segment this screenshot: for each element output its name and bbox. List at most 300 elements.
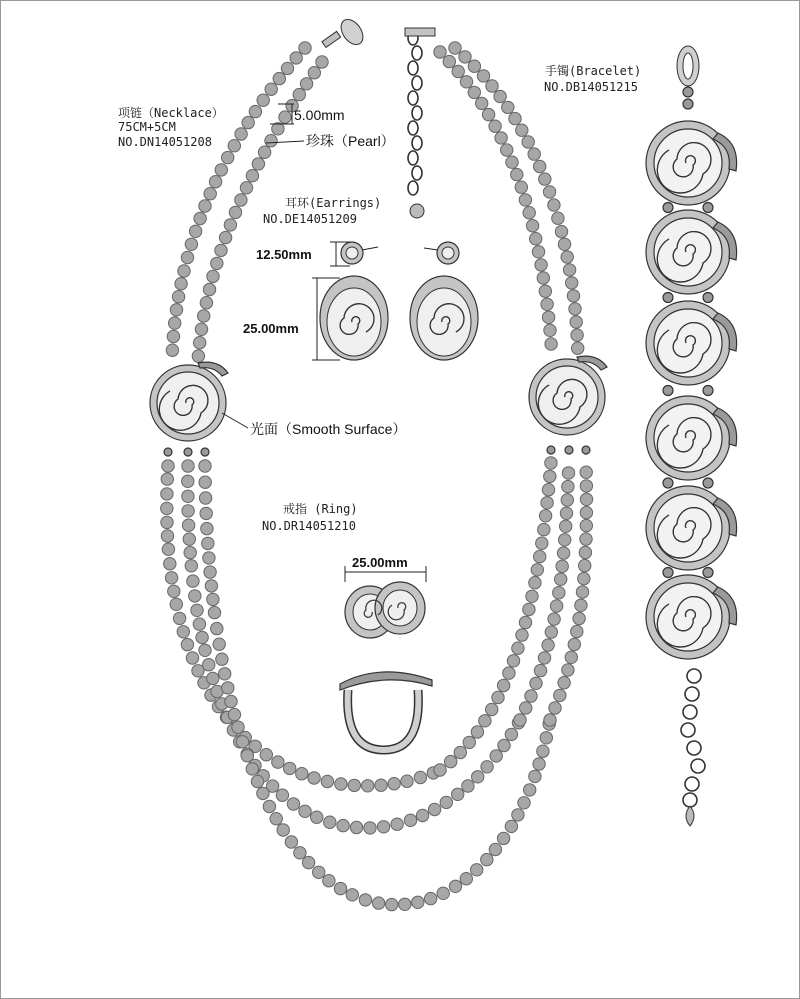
pearl-bead: [537, 745, 549, 757]
pearl-bead: [372, 897, 384, 909]
pearl-bead: [573, 612, 585, 624]
pearl-bead: [375, 779, 387, 791]
pearl-bead: [580, 480, 592, 492]
pearl-bead: [559, 534, 571, 546]
pearl-bead: [472, 771, 484, 783]
pearl-bead: [321, 775, 333, 787]
pearl-bead: [567, 290, 579, 302]
pearl-bead: [515, 181, 527, 193]
pearl-bead: [219, 231, 231, 243]
bracelet-swirl-link: [646, 301, 737, 385]
pearl-bead: [477, 70, 489, 82]
pearl-bead: [208, 606, 220, 618]
pearl-bead: [249, 105, 261, 117]
pearl-bead: [241, 750, 253, 762]
earrings-code: NO.DE14051209: [263, 212, 357, 226]
pearl-bead: [232, 721, 244, 733]
pearl-bead: [216, 653, 228, 665]
pearl-bead: [203, 659, 215, 671]
pearl-bead: [550, 600, 562, 612]
pearl-bead: [173, 612, 185, 624]
pearl-bead: [530, 677, 542, 689]
pearl-bead: [177, 626, 189, 638]
pearl-bead: [335, 778, 347, 790]
pearl-bead: [334, 882, 346, 894]
pearl-bead: [542, 639, 554, 651]
pearl-bead: [302, 856, 314, 868]
bead-size-label: 5.00mm: [294, 107, 345, 123]
earring-right: [410, 242, 478, 360]
pearl-bead: [523, 207, 535, 219]
pearl-bead: [562, 664, 574, 676]
pearl-bead: [193, 618, 205, 630]
pearl-label: 珍珠（Pearl）: [306, 133, 395, 149]
pearl-bead: [460, 873, 472, 885]
pearl-bead: [459, 51, 471, 63]
pearl-bead: [265, 135, 277, 147]
pearl-bead: [388, 778, 400, 790]
pearl-bead: [535, 259, 547, 271]
pearl-bead: [257, 787, 269, 799]
pearl-bead: [580, 506, 592, 518]
pearl-bead: [536, 537, 548, 549]
pearl-bead: [549, 702, 561, 714]
pearl-bead: [529, 770, 541, 782]
earrings-title: 耳环(Earrings): [285, 196, 382, 210]
pearl-bead: [512, 642, 524, 654]
pearl-bead: [545, 338, 557, 350]
pearl-bead: [548, 199, 560, 211]
pearl-bead: [182, 519, 194, 531]
pearl-bead: [454, 746, 466, 758]
pearl-bead: [425, 892, 437, 904]
pearl-bead: [186, 652, 198, 664]
pearl-bead: [538, 652, 550, 664]
earring-top-dim: 12.50mm: [256, 247, 312, 262]
pearl-bead: [161, 530, 173, 542]
pearl-bead: [507, 655, 519, 667]
pearl-bead: [195, 323, 207, 335]
pearl-bead: [161, 502, 173, 514]
pearl-bead: [537, 272, 549, 284]
pearl-bead: [246, 170, 258, 182]
pearl-bead: [463, 736, 475, 748]
pearl-bead: [560, 507, 572, 519]
pearl-bead: [519, 616, 531, 628]
pearl-bead: [192, 350, 204, 362]
pearl-bead: [229, 206, 241, 218]
pearl-bead: [548, 613, 560, 625]
necklace-extender-chain: [405, 28, 435, 218]
pearl-bead: [182, 505, 194, 517]
pearl-bead: [486, 80, 498, 92]
pearl-bead: [519, 194, 531, 206]
pearl-bead: [203, 283, 215, 295]
pearl-bead: [440, 796, 452, 808]
pearl-bead: [555, 225, 567, 237]
pearl-bead: [235, 194, 247, 206]
pearl-bead: [258, 146, 270, 158]
earring-left: [320, 242, 388, 360]
bracelet-swirl-links: [646, 121, 737, 659]
pearl-bead: [471, 726, 483, 738]
pearl-bead: [290, 52, 302, 64]
pearl-bead: [224, 219, 236, 231]
pearl-bead: [181, 251, 193, 263]
pearl-bead: [284, 762, 296, 774]
pearl-bead: [437, 887, 449, 899]
pearl-bead: [207, 593, 219, 605]
pearl-bead: [434, 764, 446, 776]
bracelet-extender-chain: [681, 669, 705, 826]
pearl-bead: [299, 805, 311, 817]
pearl-bead: [512, 809, 524, 821]
surface-note: 光面（Smooth Surface）: [250, 421, 407, 437]
pearl-bead: [526, 590, 538, 602]
pearl-bead: [524, 784, 536, 796]
pearl-bead: [539, 173, 551, 185]
pearl-bead: [391, 818, 403, 830]
pearl-bead: [175, 278, 187, 290]
pearl-bead: [222, 682, 234, 694]
pearl-bead: [189, 590, 201, 602]
pearl-bead: [576, 586, 588, 598]
pearl-bead: [203, 552, 215, 564]
pearl-bead: [199, 492, 211, 504]
pearl-bead: [202, 537, 214, 549]
pearl-bead: [182, 460, 194, 472]
pearl-bead: [534, 664, 546, 676]
pearl-bead: [530, 233, 542, 245]
pearl-bead: [579, 546, 591, 558]
pearl-bead: [194, 212, 206, 224]
pearl-bead: [531, 564, 543, 576]
pearl-bead: [166, 344, 178, 356]
pearl-bead: [569, 303, 581, 315]
pearl-bead: [215, 244, 227, 256]
pearl-bead: [287, 798, 299, 810]
pearl-bead: [552, 212, 564, 224]
pearl-bead: [489, 843, 501, 855]
pearl-bead: [168, 585, 180, 597]
necklace-pearl-strands: [161, 42, 593, 911]
pearl-bead: [308, 772, 320, 784]
pearl-bead: [204, 566, 216, 578]
pearl-bead: [539, 510, 551, 522]
pearl-bead: [579, 559, 591, 571]
pearl-bead: [162, 460, 174, 472]
bracelet-swirl-link: [646, 210, 737, 294]
pearl-bead: [522, 136, 534, 148]
pearl-bead: [204, 188, 216, 200]
pearl-bead: [516, 629, 528, 641]
pearl-bead: [323, 875, 335, 887]
pearl-bead: [572, 342, 584, 354]
pearl-bead: [553, 587, 565, 599]
necklace-swirl-connector-right: [529, 356, 607, 454]
pearl-bead: [490, 750, 502, 762]
pearl-bead: [240, 182, 252, 194]
pearl-bead: [263, 800, 275, 812]
pearl-bead: [562, 467, 574, 479]
pearl-bead: [492, 691, 504, 703]
pearl-bead: [293, 88, 305, 100]
pearl-bead: [337, 819, 349, 831]
pearl-bead: [285, 836, 297, 848]
pearl-bead: [191, 604, 203, 616]
pearl-bead: [560, 520, 572, 532]
pearl-bead: [498, 739, 510, 751]
ring-code: NO.DR14051210: [262, 519, 356, 533]
pearl-bead: [580, 519, 592, 531]
pearl-bead: [542, 311, 554, 323]
pearl-bead: [428, 803, 440, 815]
pearl-bead: [568, 638, 580, 650]
pearl-bead: [228, 140, 240, 152]
pearl-bead: [544, 714, 556, 726]
pearl-bead: [170, 304, 182, 316]
pearl-bead: [252, 158, 264, 170]
pearl-bead: [300, 78, 312, 90]
pearl-bead: [257, 94, 269, 106]
pearl-bead: [452, 788, 464, 800]
pearl-bead: [165, 572, 177, 584]
pearl-bead: [561, 494, 573, 506]
pearl-bead: [167, 330, 179, 342]
pearl-bead: [571, 625, 583, 637]
ring-width-dim: 25.00mm: [352, 555, 408, 570]
pearl-bead: [386, 898, 398, 910]
pearl-bead: [311, 811, 323, 823]
pearl-bead: [516, 124, 528, 136]
ring-side-view: [340, 672, 432, 750]
pearl-bead: [544, 470, 556, 482]
pearl-bead: [526, 220, 538, 232]
pearl-bead: [189, 225, 201, 237]
pearl-bead: [316, 56, 328, 68]
pearl-bead: [497, 832, 509, 844]
pearl-bead: [296, 768, 308, 780]
pearl-bead: [200, 297, 212, 309]
pearl-bead: [235, 128, 247, 140]
pearl-bead: [170, 598, 182, 610]
pearl-bead: [471, 864, 483, 876]
bracelet-code: NO.DB14051215: [544, 80, 638, 94]
pearl-bead: [571, 329, 583, 341]
pearl-bead: [520, 702, 532, 714]
pearl-bead: [196, 631, 208, 643]
pearl-bead: [532, 246, 544, 258]
pearl-bead: [468, 86, 480, 98]
pearl-bead: [528, 148, 540, 160]
necklace-title: 项链（Necklace）: [118, 106, 224, 120]
pearl-bead: [449, 880, 461, 892]
pearl-bead: [509, 112, 521, 124]
pearl-bead: [570, 316, 582, 328]
pearl-bead: [228, 708, 240, 720]
necklace-size: 75CM+5CM: [118, 120, 176, 134]
pearl-bead: [545, 457, 557, 469]
pearl-bead: [489, 120, 501, 132]
pearl-bead: [481, 761, 493, 773]
pearl-bead: [185, 560, 197, 572]
pearl-bead: [183, 533, 195, 545]
earring-drop-dim: 25.00mm: [243, 321, 299, 336]
pearl-bead: [199, 460, 211, 472]
pearl-bead: [194, 337, 206, 349]
pearl-bead: [505, 728, 517, 740]
bracelet-swirl-link: [646, 121, 737, 205]
pearl-bead: [225, 695, 237, 707]
bracelet-title: 手镯(Bracelet): [545, 64, 642, 78]
pearl-bead: [540, 732, 552, 744]
pearl-bead: [468, 60, 480, 72]
pearl-bead: [211, 622, 223, 634]
surface-leader-line: [222, 413, 248, 428]
pearl-bead: [558, 238, 570, 250]
pearl-bead: [346, 889, 358, 901]
pearl-bead: [207, 270, 219, 282]
pearl-bead: [486, 703, 498, 715]
pearl-bead: [566, 277, 578, 289]
necklace-swirl-connector-left: [150, 362, 228, 456]
pearl-bead: [199, 200, 211, 212]
pearl-bead: [279, 111, 291, 123]
pearl-bead: [169, 317, 181, 329]
pearl-bead: [182, 475, 194, 487]
pearl-bead: [199, 476, 211, 488]
pearl-bead: [542, 484, 554, 496]
pearl-bead: [222, 151, 234, 163]
pearl-bead: [558, 677, 570, 689]
pearl-bead: [364, 822, 376, 834]
ring-top-view: [345, 582, 425, 638]
pearl-bead: [479, 715, 491, 727]
pearl-bead: [161, 516, 173, 528]
pearl-bead: [276, 789, 288, 801]
pearl-bead: [434, 46, 446, 58]
pearl-bead: [495, 132, 507, 144]
pearl-bead: [215, 164, 227, 176]
pearl-bead: [534, 550, 546, 562]
pearl-bead: [377, 821, 389, 833]
pearl-bead: [523, 603, 535, 615]
pearl-bead: [211, 257, 223, 269]
pearl-bead: [205, 580, 217, 592]
pearl-bead: [460, 76, 472, 88]
ring-title: 戒指 (Ring): [283, 502, 358, 516]
pearl-bead: [162, 543, 174, 555]
pearl-bead: [299, 42, 311, 54]
bracelet-swirl-link: [646, 575, 737, 659]
pearl-bead: [497, 679, 509, 691]
pearl-bead: [198, 310, 210, 322]
pearl-bead: [511, 168, 523, 180]
pearl-bead: [277, 824, 289, 836]
necklace-lobster-clasp: [322, 15, 367, 48]
pearl-bead: [544, 324, 556, 336]
pearl-bead: [539, 285, 551, 297]
pearl-bead: [359, 894, 371, 906]
pearl-bead: [399, 898, 411, 910]
bracelet-swirl-link: [646, 396, 737, 480]
pearl-bead: [209, 176, 221, 188]
pearl-bead: [580, 533, 592, 545]
pearl-bead: [161, 473, 173, 485]
pearl-bead: [178, 265, 190, 277]
pearl-bead: [213, 638, 225, 650]
pearl-bead: [494, 90, 506, 102]
pearl-bead: [554, 689, 566, 701]
pearl-bead: [503, 667, 515, 679]
pearl-bead: [270, 813, 282, 825]
pearl-bead: [182, 490, 194, 502]
pearl-bead: [555, 573, 567, 585]
pearl-bead: [281, 62, 293, 74]
pearl-bead: [348, 779, 360, 791]
pearl-bead: [525, 690, 537, 702]
pearl-bead: [265, 83, 277, 95]
pearl-bead: [514, 714, 526, 726]
pearl-bead: [482, 108, 494, 120]
pearl-bead: [416, 809, 428, 821]
pearl-bead: [534, 160, 546, 172]
pearl-bead: [443, 55, 455, 67]
pearl-bead: [273, 72, 285, 84]
pearl-bead: [184, 546, 196, 558]
pearl-bead: [543, 186, 555, 198]
pearl-bead: [200, 507, 212, 519]
pearl-bead: [580, 466, 592, 478]
pearl-bead: [350, 821, 362, 833]
pearl-bead: [506, 156, 518, 168]
pearl-bead: [242, 116, 254, 128]
pearl-bead: [533, 758, 545, 770]
pearl-bead: [308, 67, 320, 79]
pearl-bead: [562, 480, 574, 492]
pearl-bead: [518, 797, 530, 809]
pearl-bead: [207, 672, 219, 684]
pearl-bead: [575, 599, 587, 611]
bracelet-swirl-link: [646, 486, 737, 570]
pearl-bead: [505, 820, 517, 832]
pearl-bead: [561, 251, 573, 263]
pearl-bead: [185, 238, 197, 250]
pearl-bead: [481, 853, 493, 865]
necklace-code: NO.DN14051208: [118, 135, 212, 149]
pearl-bead: [313, 866, 325, 878]
pearl-bead: [580, 493, 592, 505]
pearl-bead: [414, 771, 426, 783]
pearl-bead: [172, 291, 184, 303]
pearl-bead: [246, 763, 258, 775]
pearl-bead: [502, 101, 514, 113]
pearl-bead: [187, 575, 199, 587]
bracelet-lobster-clasp: [677, 46, 699, 109]
pearl-bead: [501, 144, 513, 156]
pearl-bead: [164, 558, 176, 570]
pearl-bead: [219, 668, 231, 680]
pearl-bead: [449, 42, 461, 54]
pearl-bead: [324, 816, 336, 828]
pearl-bead: [556, 560, 568, 572]
pearl-bead: [545, 626, 557, 638]
pearl-bead: [578, 572, 590, 584]
pearl-bead: [541, 298, 553, 310]
pearl-bead: [563, 264, 575, 276]
pearl-bead: [362, 780, 374, 792]
pearl-bead: [251, 775, 263, 787]
